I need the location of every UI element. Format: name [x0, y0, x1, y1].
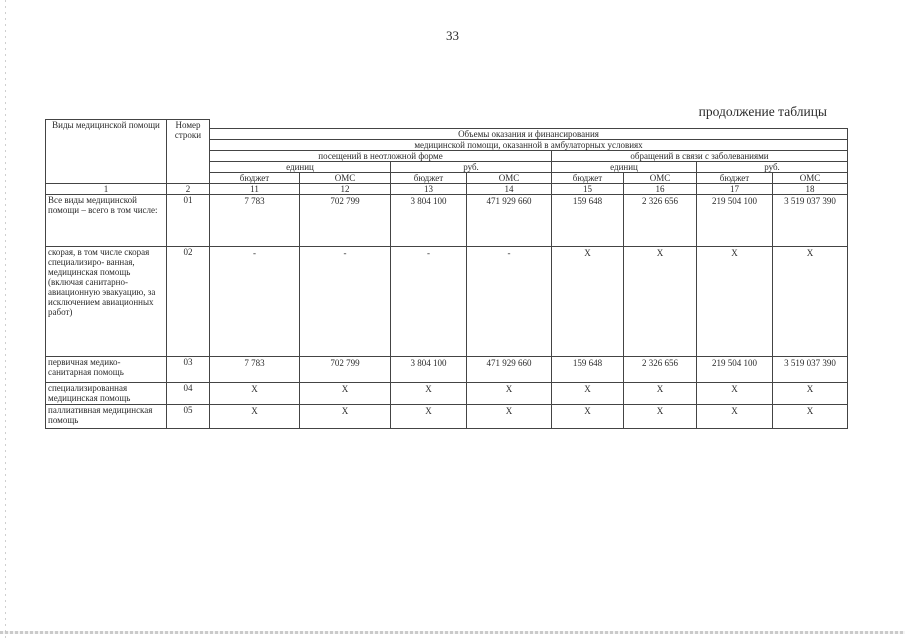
value-cell: 219 504 100 — [697, 357, 773, 383]
header-ambulatory: медицинской помощи, оказанной в амбулаторных условиях — [210, 140, 848, 151]
header-visits: посещений в неотложной форме — [210, 151, 552, 162]
header-budget: бюджет — [391, 173, 467, 184]
row-name: Все виды медицинской помощи – всего в том числе: — [46, 195, 167, 247]
continuation-label: продолжение таблицы — [698, 104, 827, 119]
header-visits-units: единиц — [210, 162, 391, 173]
value-cell: 219 504 100 — [697, 195, 773, 247]
header-budget: бюджет — [210, 173, 300, 184]
value-cell: Х — [773, 383, 848, 405]
value-cell: 3 804 100 — [391, 195, 467, 247]
value-cell: Х — [467, 383, 552, 405]
column-number: 17 — [697, 184, 773, 195]
value-cell: Х — [773, 405, 848, 429]
value-cell: 7 783 — [210, 357, 300, 383]
header-kind: Виды медицинской помощи — [46, 120, 167, 184]
scan-edge-bottom — [0, 631, 905, 634]
value-cell: 3 804 100 — [391, 357, 467, 383]
value-cell: 2 326 656 — [624, 357, 697, 383]
value-cell: 702 799 — [300, 195, 391, 247]
value-cell: Х — [624, 383, 697, 405]
column-number: 11 — [210, 184, 300, 195]
value-cell: Х — [624, 247, 697, 357]
value-cell: - — [210, 247, 300, 357]
value-cell: Х — [697, 247, 773, 357]
page-number: 33 — [446, 28, 459, 43]
value-cell: Х — [391, 383, 467, 405]
header-oms: ОМС — [773, 173, 848, 184]
row-name: специализированная медицинская помощь — [46, 383, 167, 405]
value-cell: 471 929 660 — [467, 357, 552, 383]
table-row — [46, 383, 848, 405]
row-code: 05 — [167, 405, 210, 429]
value-cell: - — [391, 247, 467, 357]
column-number: 1 — [46, 184, 167, 195]
header-budget: бюджет — [697, 173, 773, 184]
value-cell: Х — [210, 383, 300, 405]
column-number: 15 — [552, 184, 624, 195]
value-cell: 471 929 660 — [467, 195, 552, 247]
header-oms: ОМС — [300, 173, 391, 184]
value-cell: Х — [300, 383, 391, 405]
value-cell: 159 648 — [552, 357, 624, 383]
row-code: 03 — [167, 357, 210, 383]
value-cell: 3 519 037 390 — [773, 195, 848, 247]
value-cell: 7 783 — [210, 195, 300, 247]
row-name: первичная медико- санитарная помощь — [46, 357, 167, 383]
value-cell: Х — [697, 383, 773, 405]
header-volumes: Объемы оказания и финансирования — [210, 129, 848, 140]
scan-edge-left — [5, 0, 6, 640]
header-oms: ОМС — [467, 173, 552, 184]
value-cell: Х — [552, 383, 624, 405]
value-cell: Х — [773, 247, 848, 357]
column-number: 16 — [624, 184, 697, 195]
value-cell: 3 519 037 390 — [773, 357, 848, 383]
header-appeals-rub: руб. — [697, 162, 848, 173]
column-number-row — [46, 184, 848, 195]
value-cell: Х — [300, 405, 391, 429]
column-number: 2 — [167, 184, 210, 195]
value-cell: Х — [624, 405, 697, 429]
header-appeals: обращений в связи с заболеваниями — [552, 151, 848, 162]
value-cell: - — [300, 247, 391, 357]
value-cell: Х — [467, 405, 552, 429]
table-row — [46, 195, 848, 247]
column-number: 13 — [391, 184, 467, 195]
table-row — [46, 357, 848, 383]
row-code: 01 — [167, 195, 210, 247]
header-row-number: Номер строки — [167, 120, 210, 184]
volumes-table — [45, 119, 848, 429]
value-cell: 159 648 — [552, 195, 624, 247]
column-number: 18 — [773, 184, 848, 195]
column-number: 12 — [300, 184, 391, 195]
column-number: 14 — [467, 184, 552, 195]
row-code: 04 — [167, 383, 210, 405]
header-oms: ОМС — [624, 173, 697, 184]
value-cell: Х — [210, 405, 300, 429]
value-cell: Х — [552, 247, 624, 357]
value-cell: 702 799 — [300, 357, 391, 383]
row-code: 02 — [167, 247, 210, 357]
table-body — [46, 120, 848, 429]
value-cell: Х — [391, 405, 467, 429]
table-row — [46, 405, 848, 429]
value-cell: Х — [552, 405, 624, 429]
value-cell: - — [467, 247, 552, 357]
value-cell: 2 326 656 — [624, 195, 697, 247]
value-cell: Х — [697, 405, 773, 429]
header-budget: бюджет — [552, 173, 624, 184]
row-name: паллиативная медицинская помощь — [46, 405, 167, 429]
row-name: скорая, в том числе скорая специализиро- ванная, медицинская помощь (включая санитарно- авиационную эвакуацию, за исключением авиационных работ) — [46, 247, 167, 357]
table-row — [46, 247, 848, 357]
header-appeals-units: единиц — [552, 162, 697, 173]
header-visits-rub: руб. — [391, 162, 552, 173]
